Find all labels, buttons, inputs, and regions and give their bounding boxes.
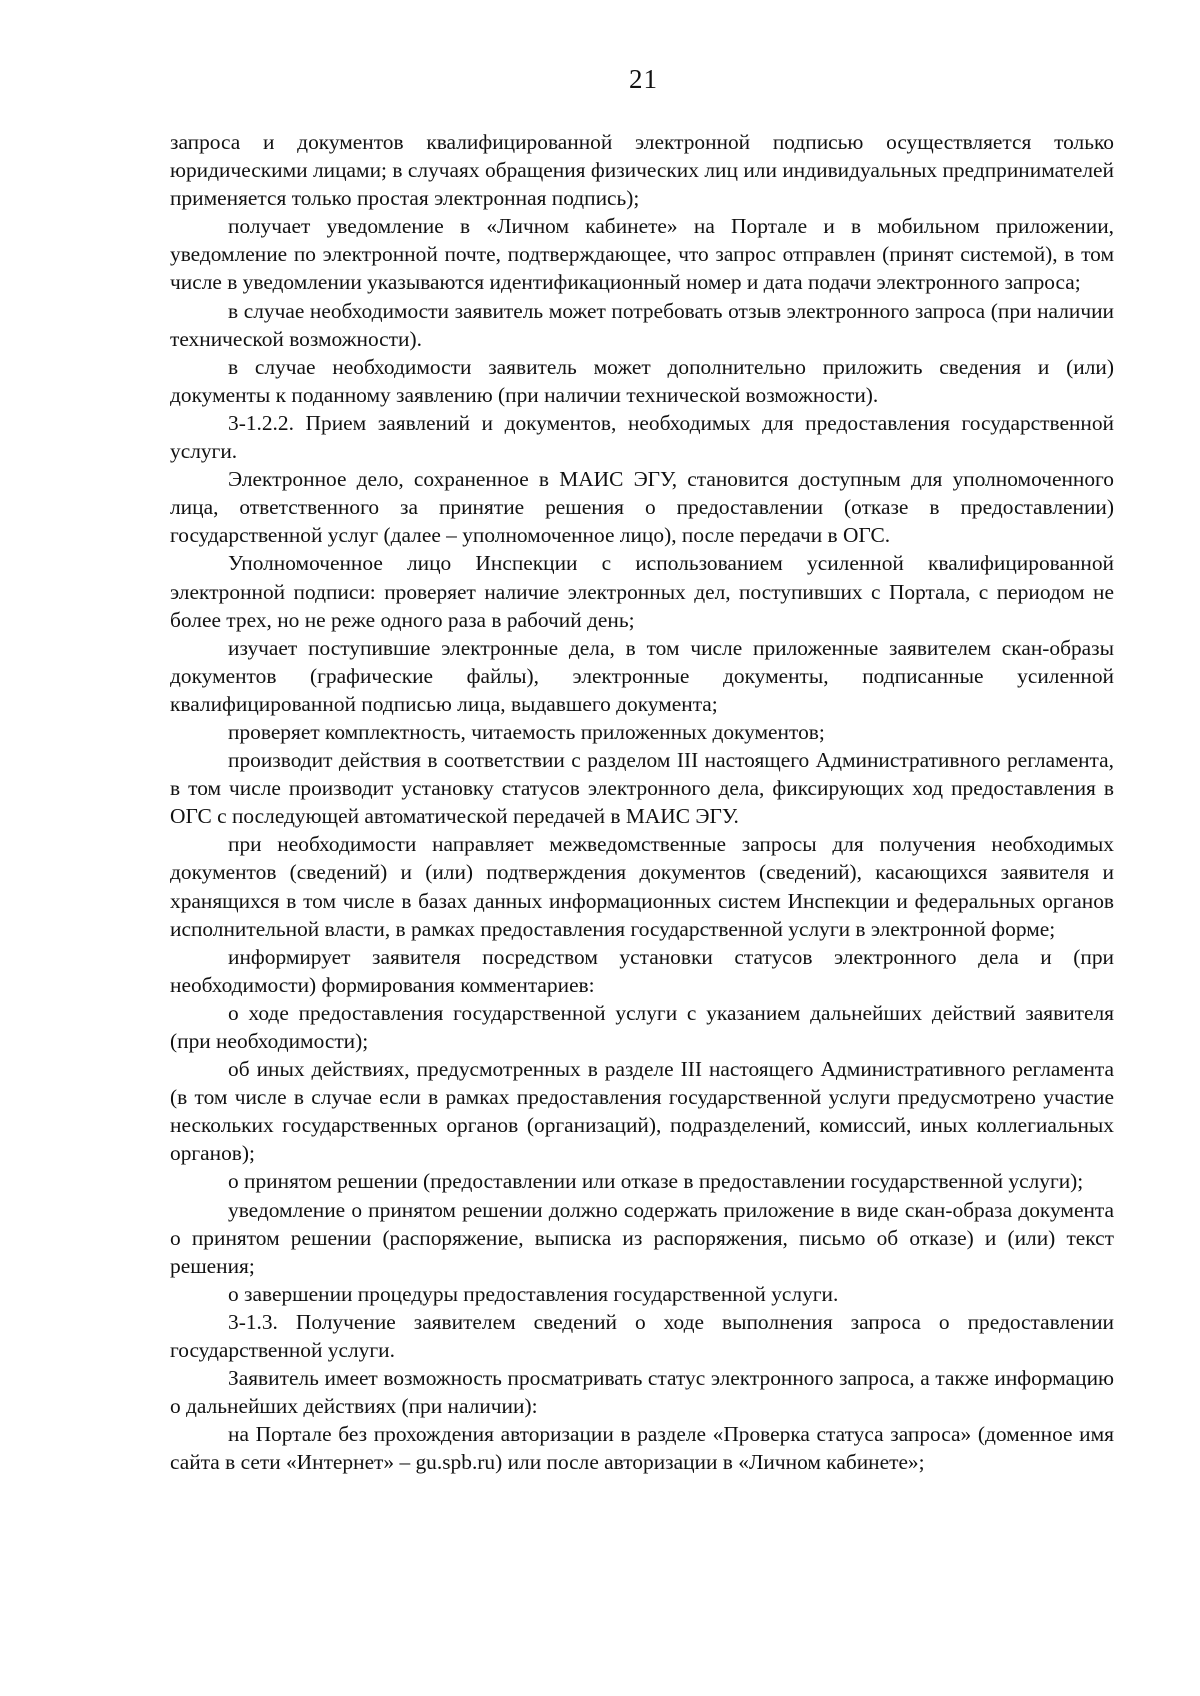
- paragraph-1: запроса и документов квалифицированной электронной подписью осуществляется только юридическими лицами; в случаях обращения физических лиц или индивидуальных предпринимателей применяется только простая электронная подпись);: [170, 130, 1114, 211]
- paragraph-7: Уполномоченное лицо Инспекции с использованием усиленной квалифицированной электронной подписи: проверяет наличие электронных дел, поступивших с Портала, с периодом не более трех, но не реже одного раза в рабочий день;: [170, 551, 1114, 632]
- paragraph-13: о ходе предоставления государственной услуги с указанием дальнейших действий заявителя (при необходимости);: [170, 1000, 1114, 1053]
- paragraph-14: об иных действиях, предусмотренных в разделе III настоящего Административного регламента (в том числе в случае если в рамках предоставления государственной услуги предусмотрено участие нескольких государственных органов (организаций), подразделений, комиссий, иных коллегиальных органов);: [170, 1057, 1114, 1166]
- paragraph-3: в случае необходимости заявитель может потребовать отзыв электронного запроса (при наличии технической возможности).: [170, 298, 1114, 351]
- paragraph-15: о принятом решении (предоставлении или отказе в предоставлении государственной услуги);: [228, 1169, 1084, 1194]
- paragraph-9: проверяет комплектность, читаемость приложенных документов;: [228, 719, 825, 744]
- paragraph-8: изучает поступившие электронные дела, в том числе приложенные заявителем скан-образы документов (графические файлы), электронные документы, подписанные усиленной квалифицированной подписью лица, выдавшего документа;: [170, 635, 1114, 716]
- document-body: [170, 128, 1114, 1477]
- paragraph-19: Заявитель имеет возможность просматривать статус электронного запроса, а также информацию о дальнейших действиях (при наличии):: [170, 1366, 1114, 1419]
- paragraph-4: в случае необходимости заявитель может дополнительно приложить сведения и (или) документы к поданному заявлению (при наличии технической возможности).: [170, 354, 1114, 407]
- paragraph-20: на Портале без прохождения авторизации в разделе «Проверка статуса запроса» (доменное имя сайта в сети «Интернет» – gu.spb.ru) или после авторизации в «Личном кабинете»;: [170, 1422, 1114, 1475]
- paragraph-17: о завершении процедуры предоставления государственной услуги.: [228, 1281, 839, 1306]
- paragraph-11: при необходимости направляет межведомственные запросы для получения необходимых документов (сведений) и (или) подтверждения документов (сведений), касающихся заявителя и хранящихся в том числе в базах данных информационных систем Инспекции и федеральных органов исполнительной власти, в рамках предоставления государственной услуги в электронной форме;: [170, 832, 1114, 941]
- paragraph-16: уведомление о принятом решении должно содержать приложение в виде скан-образа документа о принятом решении (распоряжение, выписка из распоряжения, письмо об отказе) и (или) текст решения;: [170, 1197, 1114, 1278]
- page-number: 21: [629, 64, 658, 94]
- section-heading-3-1-2-2: 3-1.2.2. Прием заявлений и документов, необходимых для предоставления государственной услуги.: [170, 410, 1114, 464]
- paragraph-2: получает уведомление в «Личном кабинете» на Портале и в мобильном приложении, уведомление по электронной почте, подтверждающее, что запрос отправлен (принят системой), в том числе в уведомлении указываются идентификационный номер и дата подачи электронного запроса;: [170, 214, 1114, 295]
- paragraph-12: информирует заявителя посредством установки статусов электронного дела и (при необходимости) формирования комментариев:: [170, 944, 1114, 997]
- paragraph-10: производит действия в соответствии с разделом III настоящего Административного регламента, в том числе производит установку статусов электронного дела, фиксирующих ход предоставления в ОГС с последующей автоматической передачей в МАИС ЭГУ.: [170, 748, 1114, 829]
- section-heading-3-1-3: 3-1.3. Получение заявителем сведений о ходе выполнения запроса о предоставлении государственной услуги.: [170, 1309, 1114, 1363]
- paragraph-6: Электронное дело, сохраненное в МАИС ЭГУ, становится доступным для уполномоченного лица, ответственного за принятие решения о предоставлении (отказе в предоставлении) государственной услуг (далее – уполномоченное лицо), после передачи в ОГС.: [170, 467, 1114, 548]
